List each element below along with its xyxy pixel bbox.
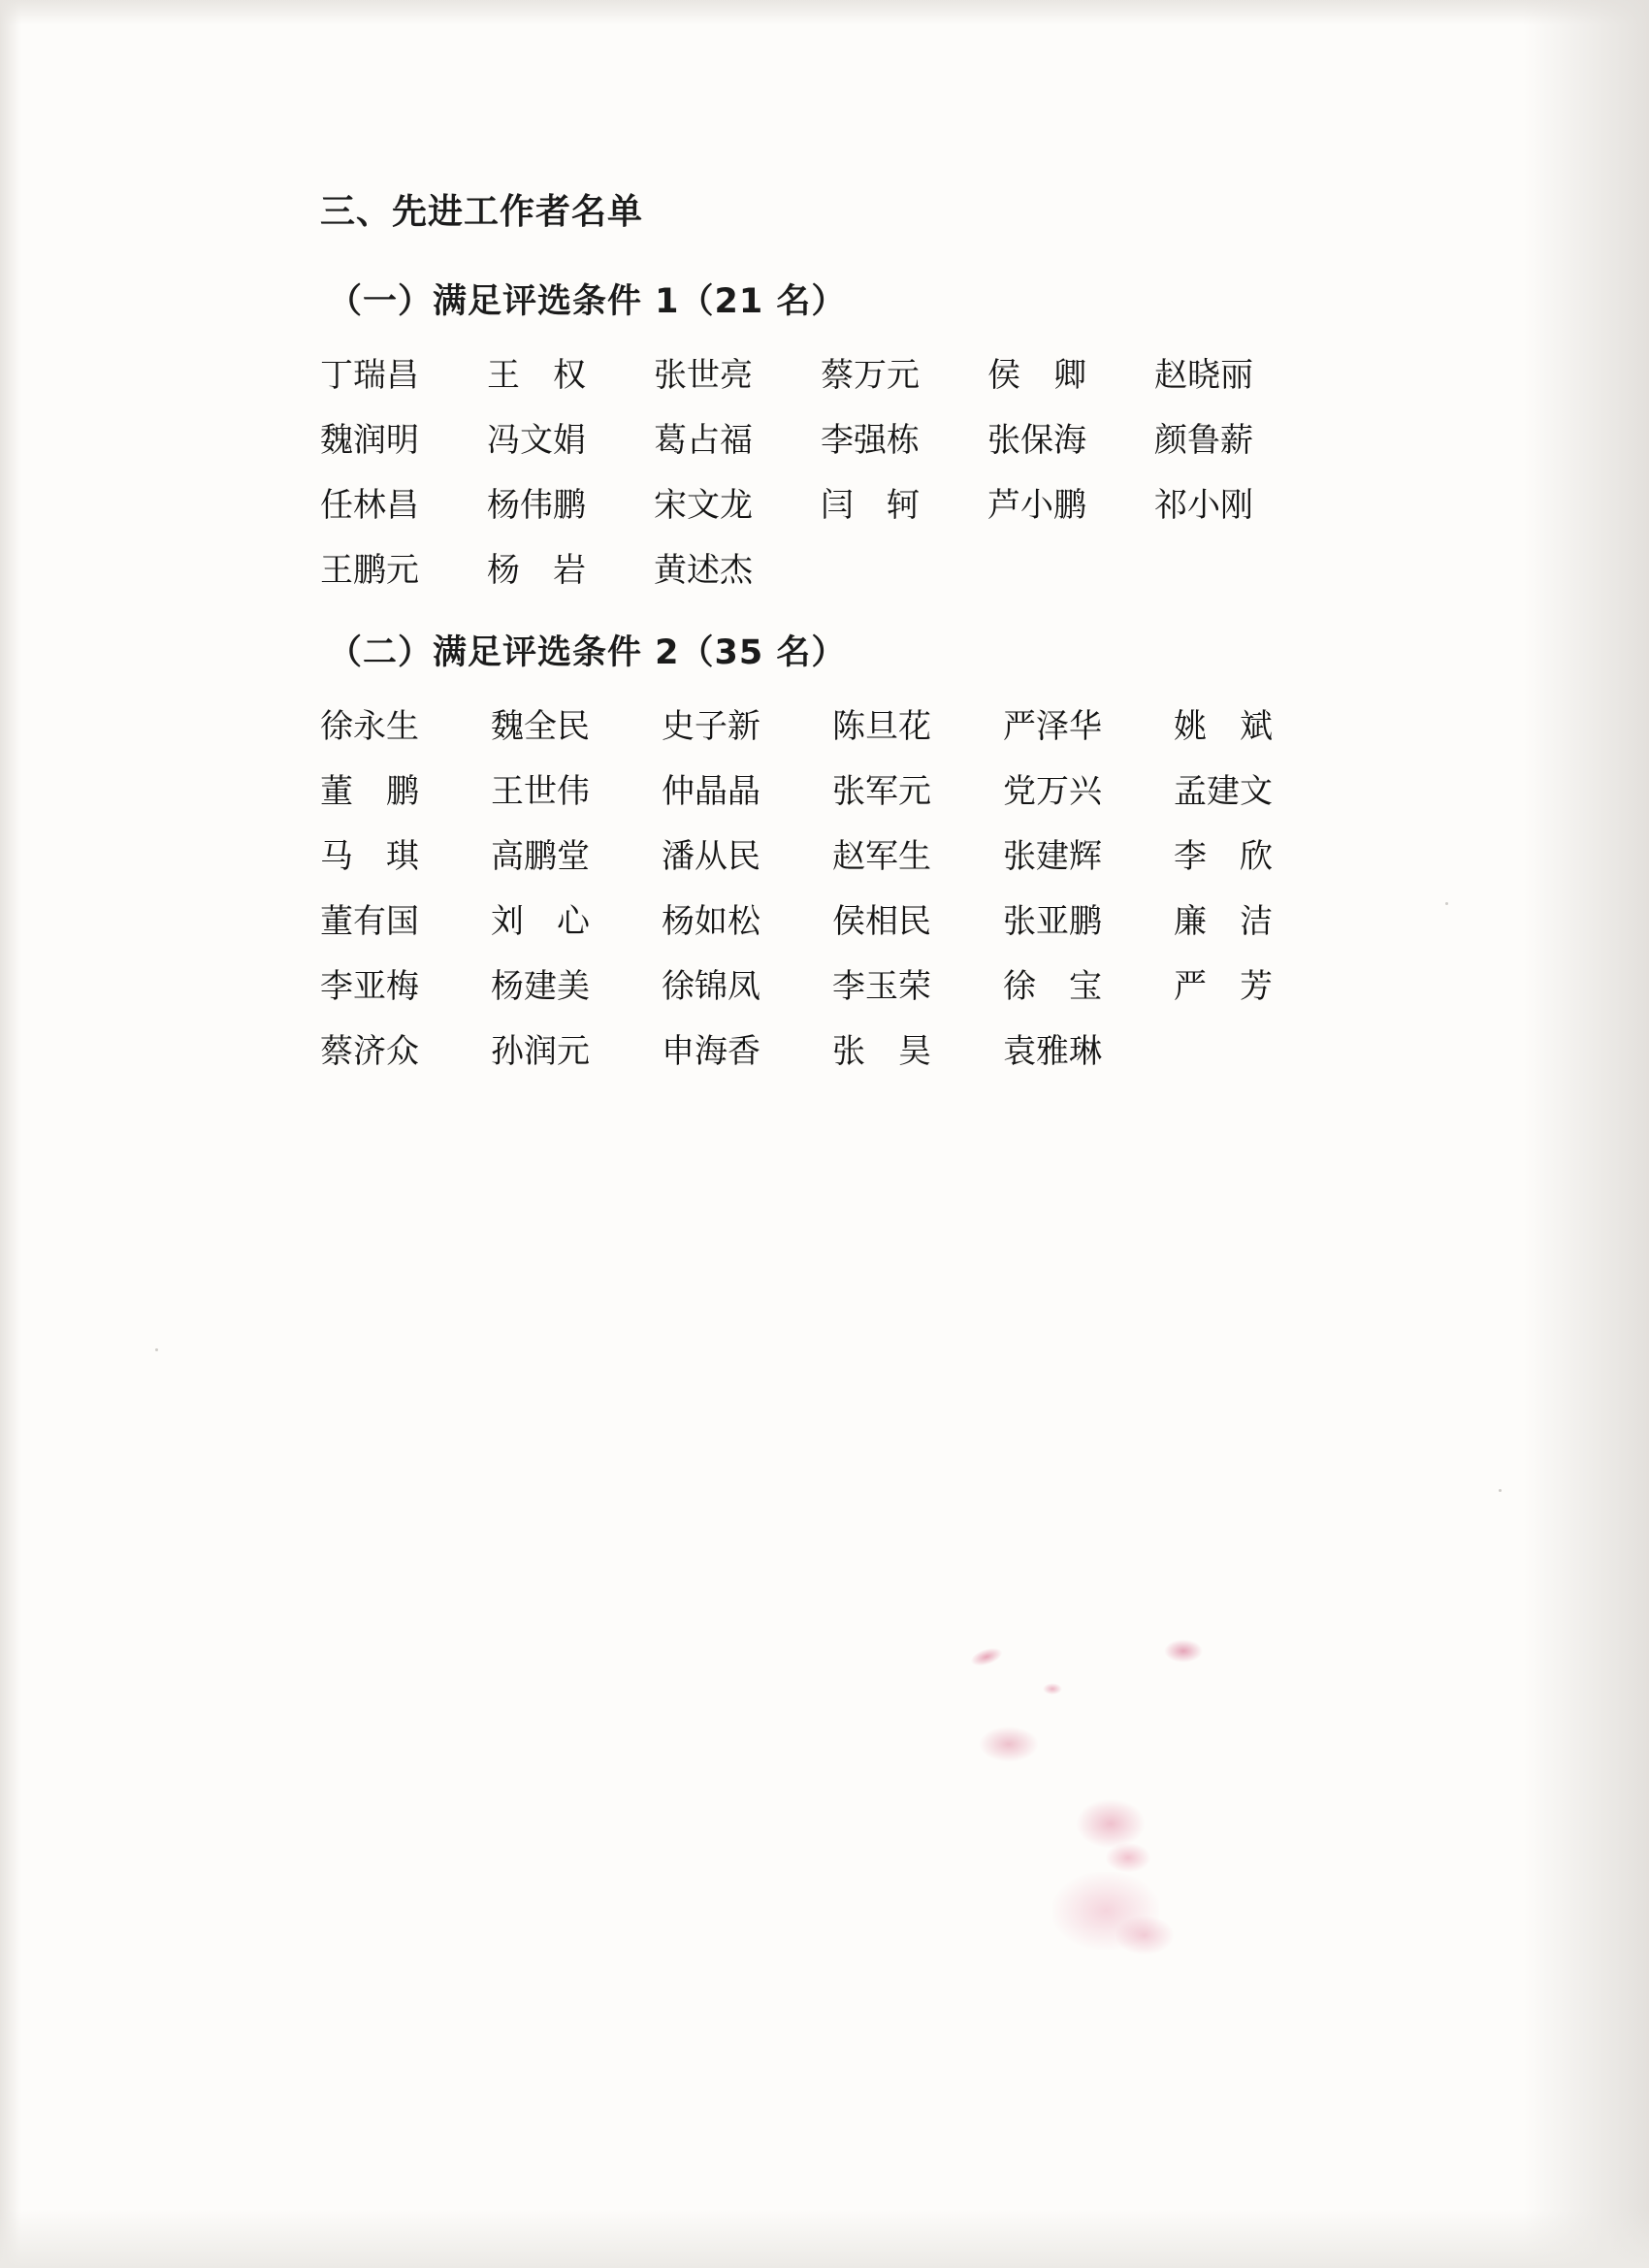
- name-row: [320, 348, 1348, 396]
- ink-smudge: [1164, 1639, 1203, 1663]
- name-cell: 董有国: [320, 904, 419, 940]
- name-cell: 王世伟: [491, 774, 590, 810]
- paper-speck: [155, 1348, 158, 1351]
- ink-smudge: [1077, 1799, 1145, 1848]
- name-cell: 董 鹏: [320, 774, 419, 810]
- name-cell: 王鹏元: [320, 553, 419, 589]
- name-cell: 赵晓丽: [1154, 358, 1253, 394]
- name-row: [320, 543, 1348, 591]
- name-cell: 姚 斌: [1174, 709, 1273, 745]
- name-cell: 陈旦花: [832, 709, 931, 745]
- name-row: [320, 478, 1348, 526]
- ink-smudge: [1052, 1872, 1159, 1950]
- name-cell: 党万兴: [1003, 774, 1102, 810]
- name-cell: 芦小鹏: [987, 488, 1086, 524]
- name-cell: 杨建美: [491, 969, 590, 1005]
- document-content: [320, 184, 1348, 1089]
- name-cell: 徐锦凤: [662, 969, 760, 1005]
- ink-smudge: [968, 1644, 1004, 1669]
- name-cell: 张建辉: [1003, 839, 1102, 875]
- page-edge-left: [0, 0, 21, 2268]
- name-cell: 黄述杰: [654, 553, 753, 589]
- paper-speck: [1499, 1489, 1502, 1492]
- name-cell: 李亚梅: [320, 969, 419, 1005]
- name-cell: 申海香: [662, 1034, 760, 1070]
- name-cell: 任林昌: [320, 488, 419, 524]
- name-cell: 蔡万元: [821, 358, 920, 394]
- page-edge-right: [1523, 0, 1649, 2268]
- group-1-title: （一）满足评选条件 1（21 名）: [328, 282, 847, 321]
- page-edge-bottom: [0, 2210, 1649, 2268]
- group-2-name-list: [320, 699, 1348, 1072]
- name-cell: 蔡济众: [320, 1034, 419, 1070]
- name-cell: 孟建文: [1174, 774, 1273, 810]
- name-cell: 张亚鹏: [1003, 904, 1102, 940]
- name-cell: 丁瑞昌: [320, 358, 419, 394]
- name-cell: 袁雅琳: [1003, 1034, 1102, 1070]
- name-cell: 魏全民: [491, 709, 590, 745]
- name-cell: 徐永生: [320, 709, 419, 745]
- name-cell: 赵军生: [832, 839, 931, 875]
- name-cell: 葛占福: [654, 423, 753, 459]
- name-cell: 杨 岩: [487, 553, 586, 589]
- name-row: [320, 894, 1348, 942]
- name-cell: 侯相民: [832, 904, 931, 940]
- name-row: [320, 764, 1348, 812]
- name-cell: 孙润元: [491, 1034, 590, 1070]
- name-cell: 魏润明: [320, 423, 419, 459]
- ink-smudge: [1106, 1843, 1150, 1872]
- name-cell: 张 昊: [832, 1034, 931, 1070]
- name-cell: 高鹏堂: [491, 839, 590, 875]
- ink-smudge: [1043, 1683, 1062, 1695]
- name-row: [320, 413, 1348, 461]
- name-row: [320, 1024, 1348, 1072]
- name-row: [320, 959, 1348, 1007]
- group-2-title: （二）满足评选条件 2（35 名）: [328, 633, 847, 672]
- name-cell: 张保海: [987, 423, 1086, 459]
- name-cell: 严 芳: [1174, 969, 1273, 1005]
- name-cell: 闫 轲: [821, 488, 920, 524]
- name-cell: 张军元: [832, 774, 931, 810]
- section-heading: 三、先进工作者名单: [320, 192, 644, 232]
- name-cell: 仲晶晶: [662, 774, 760, 810]
- name-cell: 颜鲁薪: [1154, 423, 1253, 459]
- name-cell: 李强栋: [821, 423, 920, 459]
- name-cell: 严泽华: [1003, 709, 1102, 745]
- name-cell: 史子新: [662, 709, 760, 745]
- name-cell: 侯 卿: [987, 358, 1086, 394]
- name-cell: 杨如松: [662, 904, 760, 940]
- name-cell: 刘 心: [491, 904, 590, 940]
- ink-smudge: [980, 1727, 1038, 1762]
- group-1-name-list: [320, 348, 1348, 591]
- name-cell: 徐 宝: [1003, 969, 1102, 1005]
- name-cell: 宋文龙: [654, 488, 753, 524]
- paper-speck: [1445, 902, 1448, 905]
- name-cell: 冯文娟: [487, 423, 586, 459]
- ink-smudge: [1116, 1916, 1174, 1955]
- name-cell: 王 权: [487, 358, 586, 394]
- name-row: [320, 699, 1348, 747]
- page-edge-top: [0, 0, 1649, 25]
- name-cell: 李 欣: [1174, 839, 1273, 875]
- name-cell: 张世亮: [654, 358, 753, 394]
- name-cell: 祁小刚: [1154, 488, 1253, 524]
- name-cell: 李玉荣: [832, 969, 931, 1005]
- name-row: [320, 829, 1348, 877]
- name-cell: 廉 洁: [1174, 904, 1273, 940]
- name-cell: 潘从民: [662, 839, 760, 875]
- name-cell: 马 琪: [320, 839, 419, 875]
- name-cell: 杨伟鹏: [487, 488, 586, 524]
